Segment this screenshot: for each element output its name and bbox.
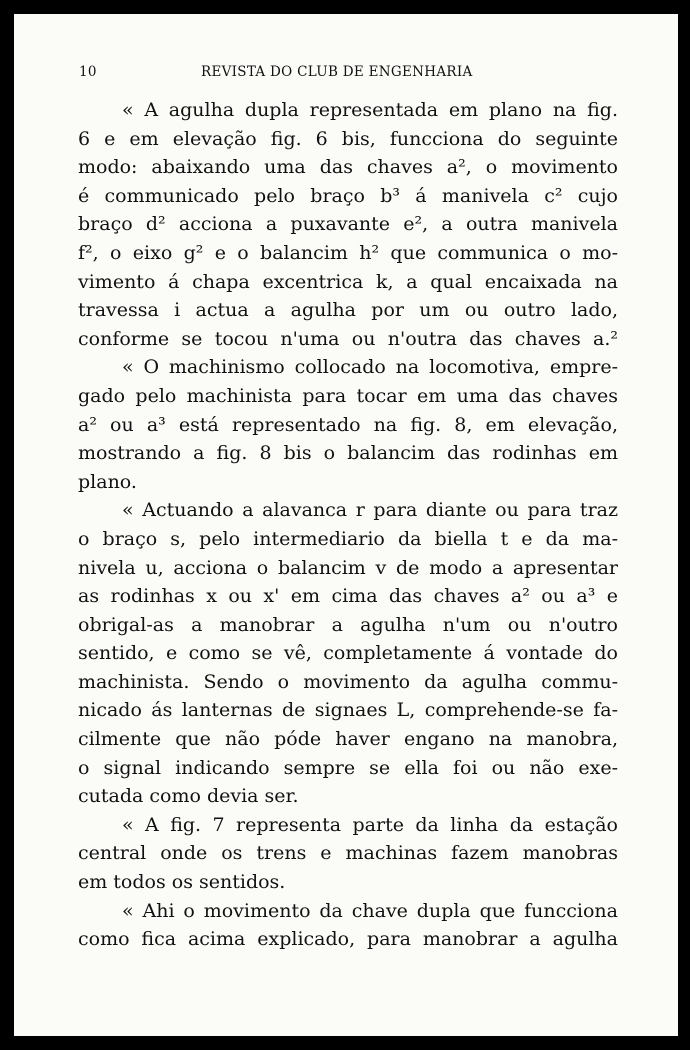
text-line: cutada como devia ser. [78, 785, 299, 808]
paragraph [78, 353, 618, 496]
text-line: travessa i actua a agulha por um ou outro lado, [78, 299, 618, 322]
text-line: a² ou a³ está representado na fig. 8, em elevação, [78, 413, 618, 436]
page-header [79, 64, 614, 88]
text-line: o braço s, pelo intermediario da biella t e da ma- [78, 527, 618, 550]
text-line: machinista. Sendo o movimento da agulha commu- [78, 670, 618, 693]
page-number: 10 [79, 64, 97, 80]
paragraph [78, 811, 618, 897]
text-line: o signal indicando sempre se ella foi ou não exe- [78, 756, 618, 779]
text-line: é communicado pelo braço b³ á manivela c² cujo [78, 184, 618, 207]
text-line: « Ahi o movimento da chave dupla que funcciona [122, 899, 618, 922]
text-line: modo: abaixando uma das chaves a², o movimento [78, 156, 618, 179]
text-line: « O machinismo collocado na locomotiva, empre- [122, 356, 618, 379]
text-line: central onde os trens e machinas fazem manobras [78, 842, 618, 865]
text-line: conforme se tocou n'uma ou n'outra das chaves a.² [78, 327, 618, 350]
text-line: como fica acima explicado, para manobrar a agulha [78, 928, 618, 951]
text-line: 6 e em elevação fig. 6 bis, funcciona do seguinte [78, 127, 618, 150]
text-line: plano. [78, 470, 137, 493]
text-line: vimento á chapa excentrica k, a qual encaixada na [78, 270, 618, 293]
text-line: em todos os sentidos. [78, 871, 286, 894]
text-line: « A agulha dupla representada em plano na fig. [122, 99, 618, 121]
paragraph [78, 496, 618, 811]
running-title: REVISTA DO CLUB DE ENGENHARIA [201, 64, 473, 80]
text-line: « A fig. 7 representa parte da linha da estação [122, 813, 618, 836]
book-page [14, 14, 678, 1036]
text-line: as rodinhas x ou x' em cima das chaves a² ou a³ e [78, 585, 618, 608]
paragraph [78, 96, 618, 353]
text-line: « Actuando a alavanca r para diante ou para traz [122, 499, 618, 522]
paragraph [78, 897, 618, 954]
text-line: obrigal-as a manobrar a agulha n'um ou n'outro [78, 613, 618, 636]
body-text [78, 96, 618, 954]
text-line: cilmente que não póde haver engano na manobra, [78, 728, 618, 751]
text-line: sentido, e como se vê, completamente á vontade do [78, 642, 618, 665]
text-line: f², o eixo g² e o balancim h² que communica o mo- [78, 241, 618, 264]
text-line: nicado ás lanternas de signaes L, comprehende-se fa- [78, 699, 618, 722]
text-line: nivela u, acciona o balancim v de modo a apresentar [78, 556, 618, 579]
text-line: braço d² acciona a puxavante e², a outra manivela [78, 213, 618, 236]
text-line: gado pelo machinista para tocar em uma das chaves [78, 384, 618, 407]
text-line: mostrando a fig. 8 bis o balancim das rodinhas em [78, 442, 618, 465]
